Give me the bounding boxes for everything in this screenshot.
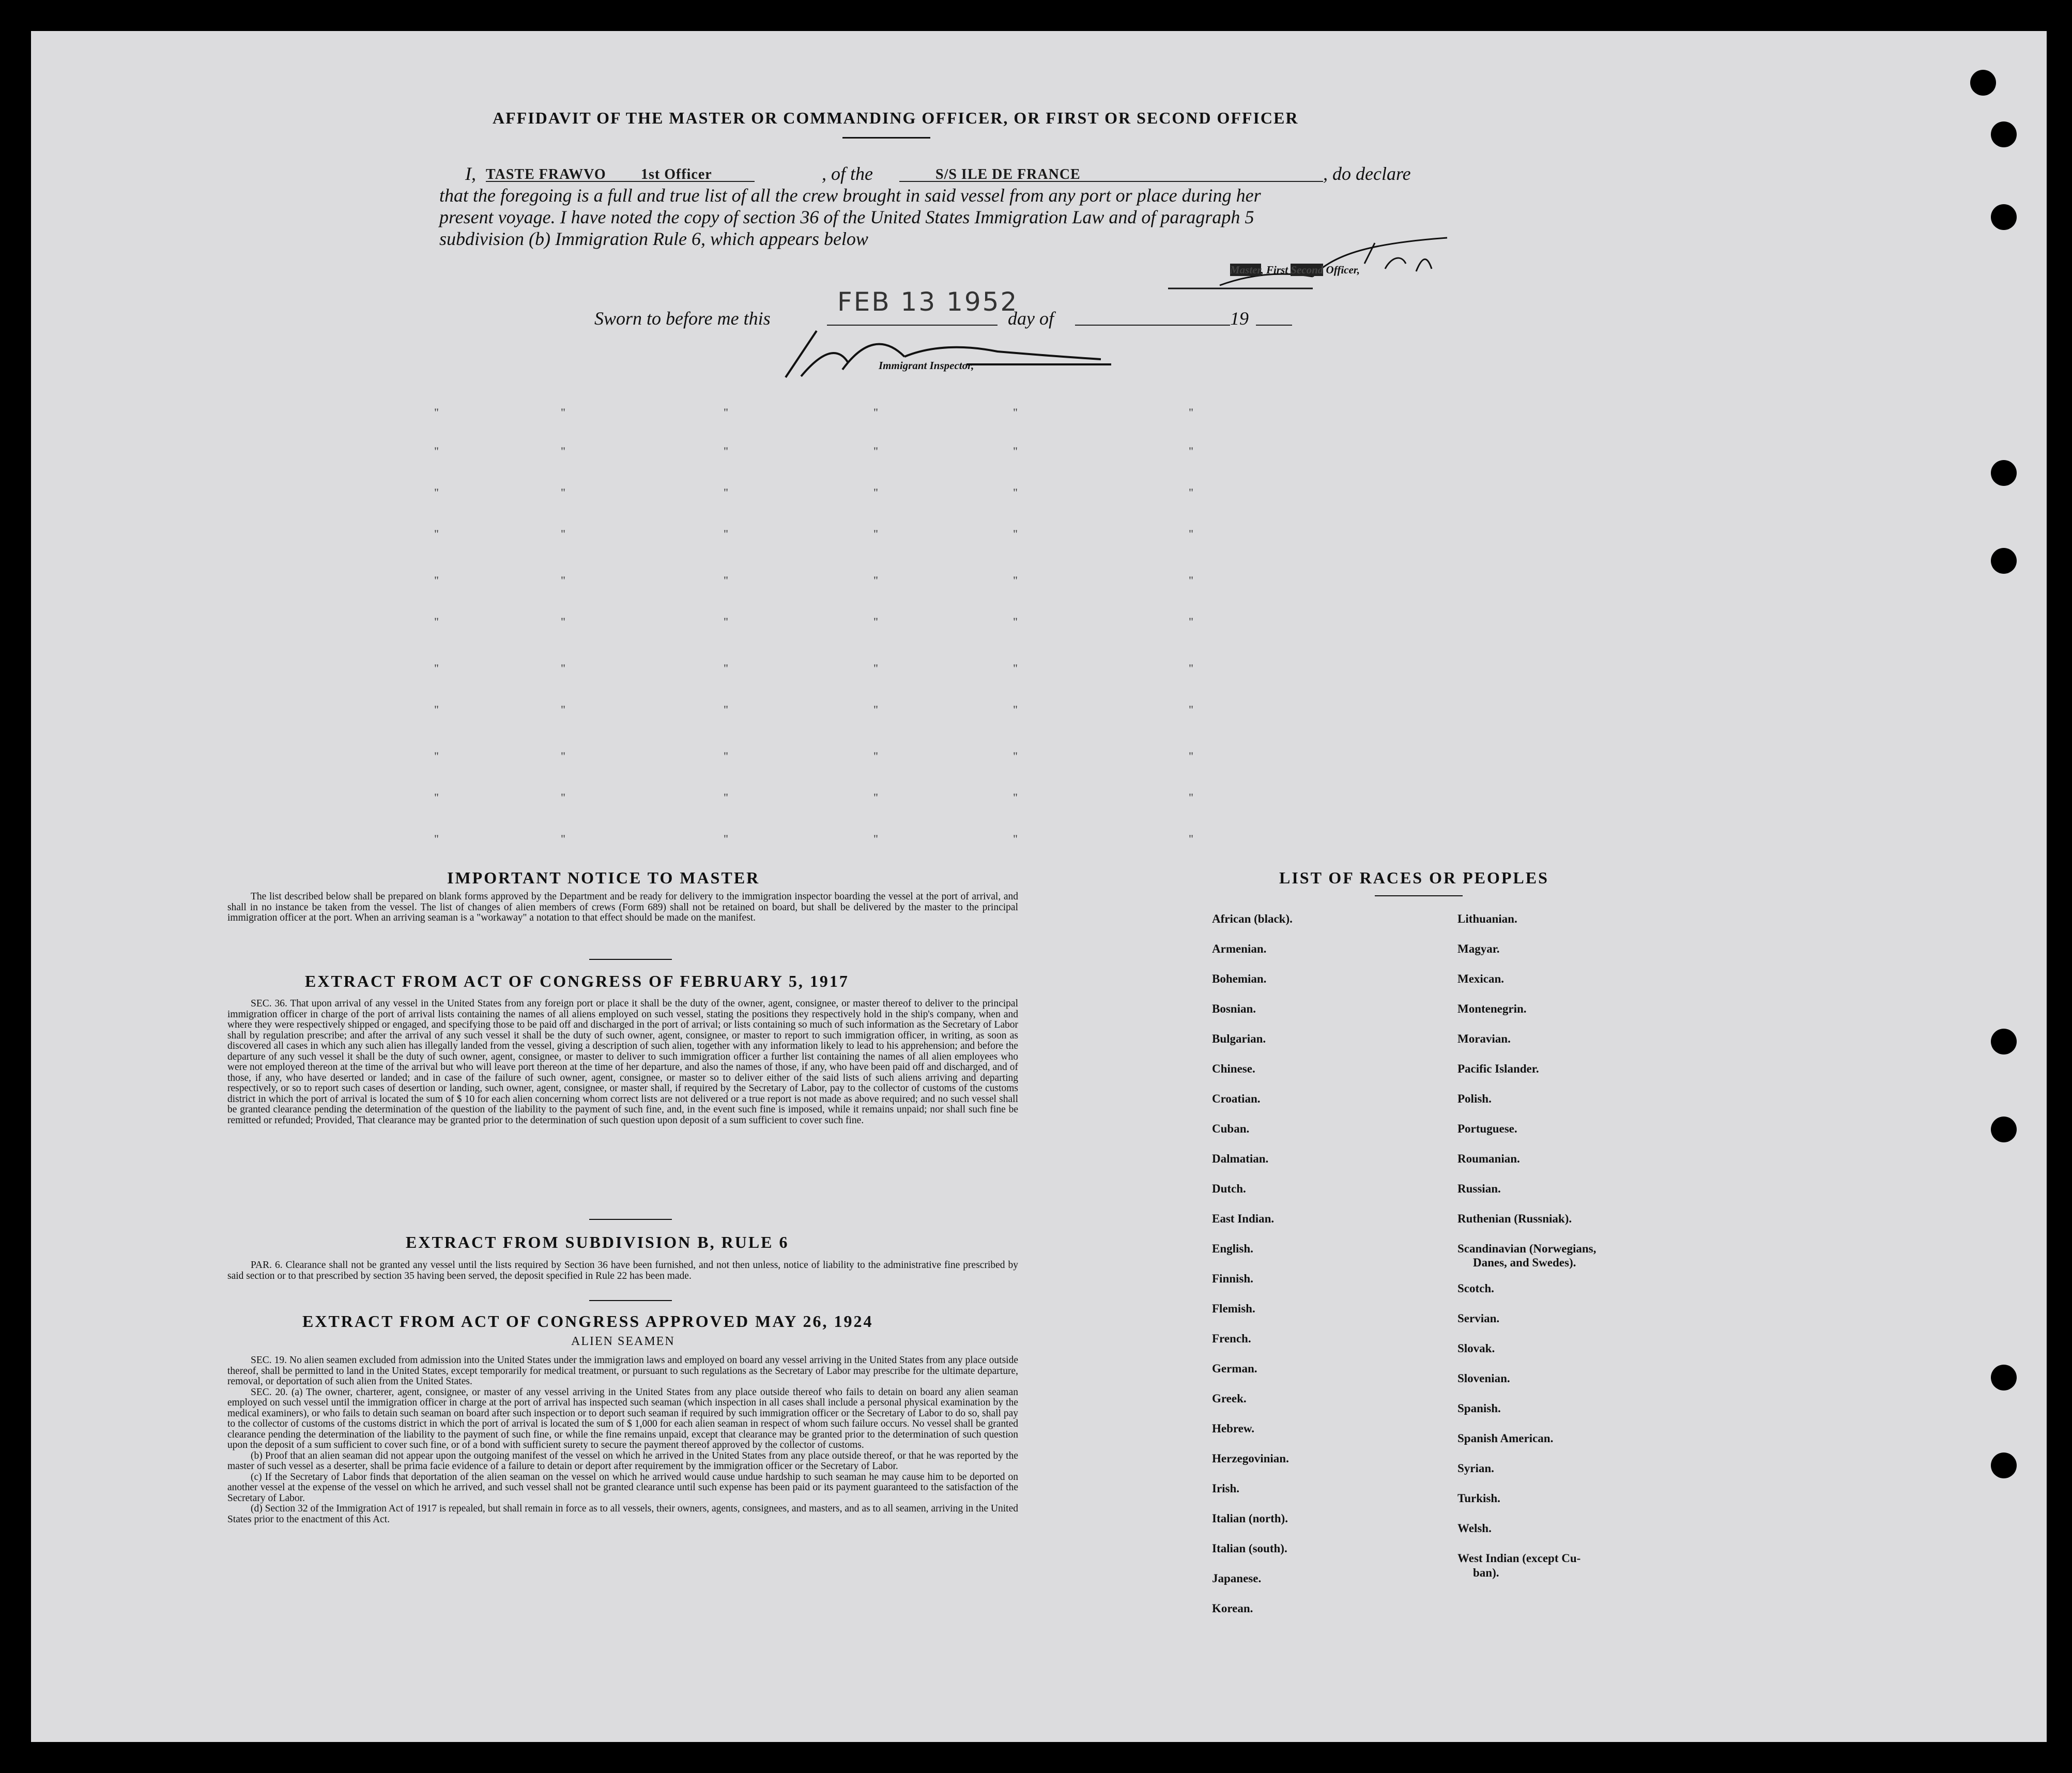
ditto-mark: " — [434, 832, 439, 845]
declaration-i: I, — [465, 163, 476, 184]
ditto-mark: " — [434, 574, 439, 587]
race-item: Lithuanian. — [1457, 912, 1517, 925]
ditto-mark: " — [873, 615, 878, 628]
race-item: Bulgarian. — [1212, 1032, 1266, 1045]
ditto-mark: " — [873, 406, 878, 419]
ditto-mark: " — [873, 791, 878, 804]
ditto-mark: " — [1189, 406, 1193, 419]
ditto-mark: " — [561, 445, 565, 457]
race-item: Scotch. — [1457, 1282, 1494, 1295]
ditto-mark: " — [1013, 406, 1018, 419]
extract-rule6-title: EXTRACT FROM SUBDIVISION B, RULE 6 — [406, 1233, 789, 1251]
ditto-mark: " — [873, 662, 878, 675]
vessel-fill-line — [899, 181, 1323, 182]
ditto-mark: " — [434, 703, 439, 716]
punch-hole — [1991, 121, 2017, 147]
notice-divider — [589, 959, 672, 960]
ditto-mark: " — [1013, 486, 1018, 499]
ditto-mark: " — [873, 832, 878, 845]
race-item: Croatian. — [1212, 1092, 1261, 1105]
ditto-mark: " — [724, 486, 728, 499]
punch-hole — [1991, 1029, 2017, 1054]
affidavit-title: AFFIDAVIT OF THE MASTER OR COMMANDING OFFICER, OR FIRST OR SECOND OFFICER — [493, 109, 1299, 127]
race-item: Welsh. — [1457, 1522, 1492, 1535]
race-item: Polish. — [1457, 1092, 1492, 1105]
ditto-mark: " — [561, 791, 565, 804]
ditto-mark: " — [561, 615, 565, 628]
ditto-mark: " — [1189, 574, 1193, 587]
ditto-mark: " — [1013, 445, 1018, 457]
ditto-mark: " — [561, 662, 565, 675]
extract-rule6-paragraph: PAR. 6. Clearance shall not be granted any vessel until the lists required by Section 36 have been furnished, and not then unless, notice of liability to the administrative fine prescribed by said section or to that prescribed by section 35 having been served, the deposit specified in Rule 22 has been made. — [227, 1260, 1018, 1281]
races-title-underline — [1375, 895, 1463, 896]
ditto-mark: " — [724, 703, 728, 716]
ditto-mark: " — [561, 574, 565, 587]
ditto-mark: " — [1013, 750, 1018, 762]
declaration-line-3 — [439, 206, 1254, 228]
officer-name: TASTE FRAWVO — [486, 166, 606, 182]
ditto-mark: " — [434, 406, 439, 419]
race-item: Flemish. — [1212, 1302, 1255, 1315]
title-underline — [842, 137, 930, 139]
ditto-mark: " — [561, 832, 565, 845]
extract-1924-sec19: SEC. 19. No alien seamen excluded from admission into the United States under the immigration laws and employed on board any vessel arriving in the United States from any place outside thereof, shall be permitted to land in the United States, except temporarily for medical treatment, or pursuant to such regulations as the Secretary of Labor may prescribe for the ultimate departure, removal, or deportation of such alien from the United States. — [227, 1355, 1018, 1387]
inspector-signature — [749, 320, 1142, 383]
race-item: English. — [1212, 1242, 1253, 1255]
punch-hole — [1991, 1117, 2017, 1142]
ditto-mark: " — [724, 662, 728, 675]
ditto-mark: " — [434, 662, 439, 675]
ditto-mark: " — [434, 527, 439, 540]
race-item: Montenegrin. — [1457, 1002, 1527, 1015]
ditto-mark: " — [561, 703, 565, 716]
race-item: Bohemian. — [1212, 972, 1267, 985]
races-title: LIST OF RACES OR PEOPLES — [1279, 868, 1549, 887]
extract-1917-divider — [589, 1219, 672, 1220]
ditto-mark: " — [873, 486, 878, 499]
race-item: Russian. — [1457, 1182, 1501, 1195]
race-item: Chinese. — [1212, 1062, 1255, 1075]
ditto-mark: " — [873, 574, 878, 587]
ditto-mark: " — [1189, 662, 1193, 675]
ditto-mark: " — [724, 406, 728, 419]
ditto-mark: " — [1189, 527, 1193, 540]
race-item: Spanish. — [1457, 1402, 1501, 1415]
caption-officer: Officer, — [1326, 264, 1360, 276]
notice-paragraph: The list described below shall be prepared on blank forms approved by the Department and be ready for delivery to the immigration inspector boarding the vessel at the port of arrival, and shall in no instance be taken from the vessel. The list of changes of alien members of crews (Form 689) shall not be retained on board, but shall be delivered by the master to the principal immigration officer at the port. When an arriving seaman is a "workaway" a notation to that effect should be made on the manifest. — [227, 891, 1018, 923]
extract-1924-sec20c: (c) If the Secretary of Labor finds that deportation of the alien seaman on the vessel on which he arrived would cause undue hardship to such seaman he may cause him to be deported on another vessel at the expense of the vessel on which he arrived, and such vessel shall not be granted clearance until such expense has been paid or its payment guaranteed to the satisfaction of the Secretary of Labor. — [227, 1471, 1018, 1504]
race-item: Scandinavian (Norwegians, — [1457, 1242, 1597, 1255]
day-of-text: day of — [1008, 308, 1054, 329]
declaration-line-2: that the foregoing is a full and true list of all the crew brought in said vessel from any port or place during her — [439, 185, 1261, 206]
extract-1924-sec20b: (b) Proof that an alien seaman did not appear upon the outgoing manifest of the vessel on which he arrived in the United States from any place outside thereof, or that he was reported by the master of such vessel as a deserter, shall be prima facie evidence of a failure to detain or deport after requirement by the immigration officer or the Secretary of Labor. — [227, 1450, 1018, 1472]
race-item: Mexican. — [1457, 972, 1505, 985]
ditto-mark: " — [1013, 615, 1018, 628]
officer-signature — [1158, 222, 1488, 295]
race-item: Finnish. — [1212, 1272, 1253, 1285]
ditto-mark: " — [724, 750, 728, 762]
ditto-mark: " — [1189, 832, 1193, 845]
ditto-mark: " — [1013, 703, 1018, 716]
ditto-mark: " — [1013, 791, 1018, 804]
struck-master: Master — [1230, 264, 1261, 276]
race-item: Greek. — [1212, 1392, 1247, 1405]
ditto-mark: " — [873, 703, 878, 716]
race-item: Bosnian. — [1212, 1002, 1256, 1015]
extract-1924-title: EXTRACT FROM ACT OF CONGRESS APPROVED MAY 26, 1924 — [302, 1312, 873, 1331]
race-item: Moravian. — [1457, 1032, 1511, 1045]
declaration-do-declare: , do declare — [1323, 163, 1411, 184]
extract-1917-text — [227, 999, 1018, 1126]
ditto-mark: " — [1013, 527, 1018, 540]
officer-fill-line — [486, 181, 755, 182]
declaration-of-the: , of the — [822, 163, 873, 184]
race-item: Slovenian. — [1457, 1372, 1510, 1385]
ditto-mark: " — [434, 486, 439, 499]
race-item: Danes, and Swedes). — [1473, 1256, 1576, 1269]
caption-first: First — [1266, 264, 1288, 276]
ditto-mark: " — [873, 750, 878, 762]
struck-second: Second — [1291, 264, 1324, 276]
race-item: French. — [1212, 1332, 1251, 1345]
ditto-mark: " — [724, 791, 728, 804]
ditto-mark: " — [1189, 791, 1193, 804]
race-item: Roumanian. — [1457, 1152, 1520, 1165]
year-prefix: 19 — [1230, 308, 1249, 329]
ditto-mark: " — [434, 750, 439, 762]
race-item: Italian (south). — [1212, 1542, 1287, 1555]
sworn-text: Sworn to before me this — [594, 308, 771, 329]
ditto-mark: " — [1189, 445, 1193, 457]
notice-text — [227, 892, 1018, 924]
ditto-mark: " — [1013, 662, 1018, 675]
race-item: East Indian. — [1212, 1212, 1275, 1225]
ditto-mark: " — [724, 615, 728, 628]
form-sheet — [31, 31, 2047, 1742]
punch-hole — [1991, 460, 2017, 486]
race-item: Servian. — [1457, 1312, 1500, 1325]
race-item: Dutch. — [1212, 1182, 1246, 1195]
ditto-mark: " — [873, 445, 878, 457]
extract-1924-sec20a: SEC. 20. (a) The owner, charterer, agent, consignee, or master of any vessel arriving in the United States from any place outside thereof who fails to detain on board any alien seaman employed on such vessel until the immigration officer in charge at the port of arrival has inspected such seaman (which inspection in all cases shall include a personal physical examination by the medical examiners), or who fails to detain such seaman on board after such inspection or to deport such seaman if required by such immigration officer or the Secretary of Labor to do so, shall pay to the collector of customs of the customs district in which the port of arrival is located the sum of $ 1,000 for each alien seaman in respect of whom such failure occurs. No vessel shall be granted clearance pending the determination of the liability to the payment of such fine, or while the fine remains unpaid, except that clearance may be granted prior to the determination of such question upon the deposit of a sum sufficient to cover such fine, or of a bond with sufficient surety to secure the payment thereof approved by the collector of customs. — [227, 1386, 1018, 1450]
race-item: Hebrew. — [1212, 1422, 1254, 1435]
extract-rule6-text — [227, 1260, 1018, 1281]
extract-rule6-divider — [589, 1300, 672, 1301]
punch-hole — [1991, 1453, 2017, 1478]
ditto-mark: " — [561, 527, 565, 540]
ditto-mark: " — [561, 750, 565, 762]
signature-caption: Master, First Second Officer, — [1230, 264, 1360, 276]
punch-hole — [1991, 204, 2017, 230]
extract-1924-sec20d: (d) Section 32 of the Immigration Act of 1917 is repealed, but shall remain in force as to all vessels, their owners, agents, consignees, and masters, and as to all seamen, arriving in the United States prior to the enactment of this Act. — [227, 1503, 1018, 1525]
punch-hole — [1991, 548, 2017, 574]
punch-hole — [1970, 70, 1996, 96]
extract-1924-text — [227, 1355, 1018, 1525]
paragraph-number: 5 — [1245, 207, 1254, 227]
punch-hole — [1991, 1365, 2017, 1390]
race-item: Dalmatian. — [1212, 1152, 1269, 1165]
ditto-mark: " — [1189, 615, 1193, 628]
race-item: Irish. — [1212, 1482, 1240, 1495]
race-item: Italian (north). — [1212, 1512, 1288, 1525]
race-item: Turkish. — [1457, 1492, 1500, 1505]
ditto-mark: " — [873, 527, 878, 540]
year-fill-line — [1256, 325, 1292, 326]
ditto-mark: " — [561, 486, 565, 499]
declaration-line-3-text: present voyage. I have noted the copy of section 36 of the United States Immigration Law and of paragraph — [439, 207, 1240, 227]
race-item: West Indian (except Cu- — [1457, 1552, 1581, 1565]
race-item: Cuban. — [1212, 1122, 1250, 1135]
race-item: Spanish American. — [1457, 1432, 1554, 1445]
extract-1917-title: EXTRACT FROM ACT OF CONGRESS OF FEBRUARY 5, 1917 — [305, 972, 849, 990]
ditto-mark: " — [434, 615, 439, 628]
ditto-mark: " — [724, 445, 728, 457]
ditto-mark: " — [434, 791, 439, 804]
ditto-mark: " — [724, 574, 728, 587]
race-item: Herzegovinian. — [1212, 1452, 1289, 1465]
ditto-mark: " — [1189, 750, 1193, 762]
ditto-mark: " — [561, 406, 565, 419]
officer-rank: 1st Officer — [641, 166, 712, 182]
ditto-mark: " — [724, 527, 728, 540]
race-item: ban). — [1473, 1566, 1499, 1579]
ditto-mark: " — [1013, 832, 1018, 845]
extract-1917-paragraph: SEC. 36. That upon arrival of any vessel in the United States from any foreign port or place it shall be the duty of the owner, agent, consignee, or master thereof to deliver to the principal immigration officer in charge of the port of arrival lists containing the names of all aliens employed on such vessel, stating the positions they respectively hold in the ship's company, when and where they were respectively shipped or engaged, and specifying those to be paid off and discharged in the port of arrival; or lists containing so much of such information as the Secretary of Labor shall by regulation prescribe; and after the arrival of any such vessel it shall be the duty of such owner, agent, consignee, or master to report to such immigration officer, in writing, as soon as discovered all cases in which any such alien has illegally landed from the vessel, giving a description of such alien, together with any information likely to lead to his apprehension; and before the departure of any such vessel it shall be the duty of such owner, agent, consignee, or master to deliver to such immigration officer a further list containing the names of all alien employees who were not employed thereon at the time of the arrival but who will leave port thereon at the time of her departure, and also the names of those, if any, who have been paid off and discharged, and of those, if any, who have deserted or landed; and in case of the failure of such owner, agent, consignee, or master so to deliver either of the said lists of such aliens arriving and departing respectively, or so to report such cases of desertion or landing, such owner, agent, consignee, or master shall, if required by the Secretary of Labor, pay to the collector of customs of the customs district in which the port of arrival is located the sum of $ 10 for each alien concerning whom correct lists are not delivered or a true report is not made as above required; and no such vessel shall be granted clearance pending the determination of the question of the liability to the payment of such fine, and, in the event such fine is imposed, while it remains unpaid; nor shall such fine be remitted or refunded; Provided, That clearance may be granted prior to the determination of such question upon deposit of a sum sufficient to cover such fine. — [227, 998, 1018, 1126]
race-item: Syrian. — [1457, 1462, 1494, 1475]
race-item: African (black). — [1212, 912, 1293, 925]
race-item: Pacific Islander. — [1457, 1062, 1539, 1075]
notice-title: IMPORTANT NOTICE TO MASTER — [447, 868, 760, 887]
inspector-caption: Immigrant Inspector, — [879, 359, 974, 372]
race-item: German. — [1212, 1362, 1257, 1375]
race-item: Portuguese. — [1457, 1122, 1517, 1135]
ditto-mark: " — [434, 445, 439, 457]
date-stamp: FEB 13 1952 — [837, 287, 1019, 317]
extract-1924-subtitle: ALIEN SEAMEN — [571, 1335, 675, 1348]
declaration-line-4: subdivision (b) Immigration Rule 6, which appears below — [439, 228, 868, 249]
race-item: Magyar. — [1457, 942, 1500, 955]
race-item: Japanese. — [1212, 1572, 1262, 1585]
ditto-mark: " — [1013, 574, 1018, 587]
race-item: Armenian. — [1212, 942, 1267, 955]
ditto-mark: " — [724, 832, 728, 845]
race-item: Ruthenian (Russniak). — [1457, 1212, 1572, 1225]
race-item: Korean. — [1212, 1602, 1253, 1615]
ditto-mark: " — [1189, 703, 1193, 716]
ditto-mark: " — [1189, 486, 1193, 499]
vessel-name: S/S ILE DE FRANCE — [935, 166, 1081, 182]
race-item: Slovak. — [1457, 1342, 1495, 1355]
